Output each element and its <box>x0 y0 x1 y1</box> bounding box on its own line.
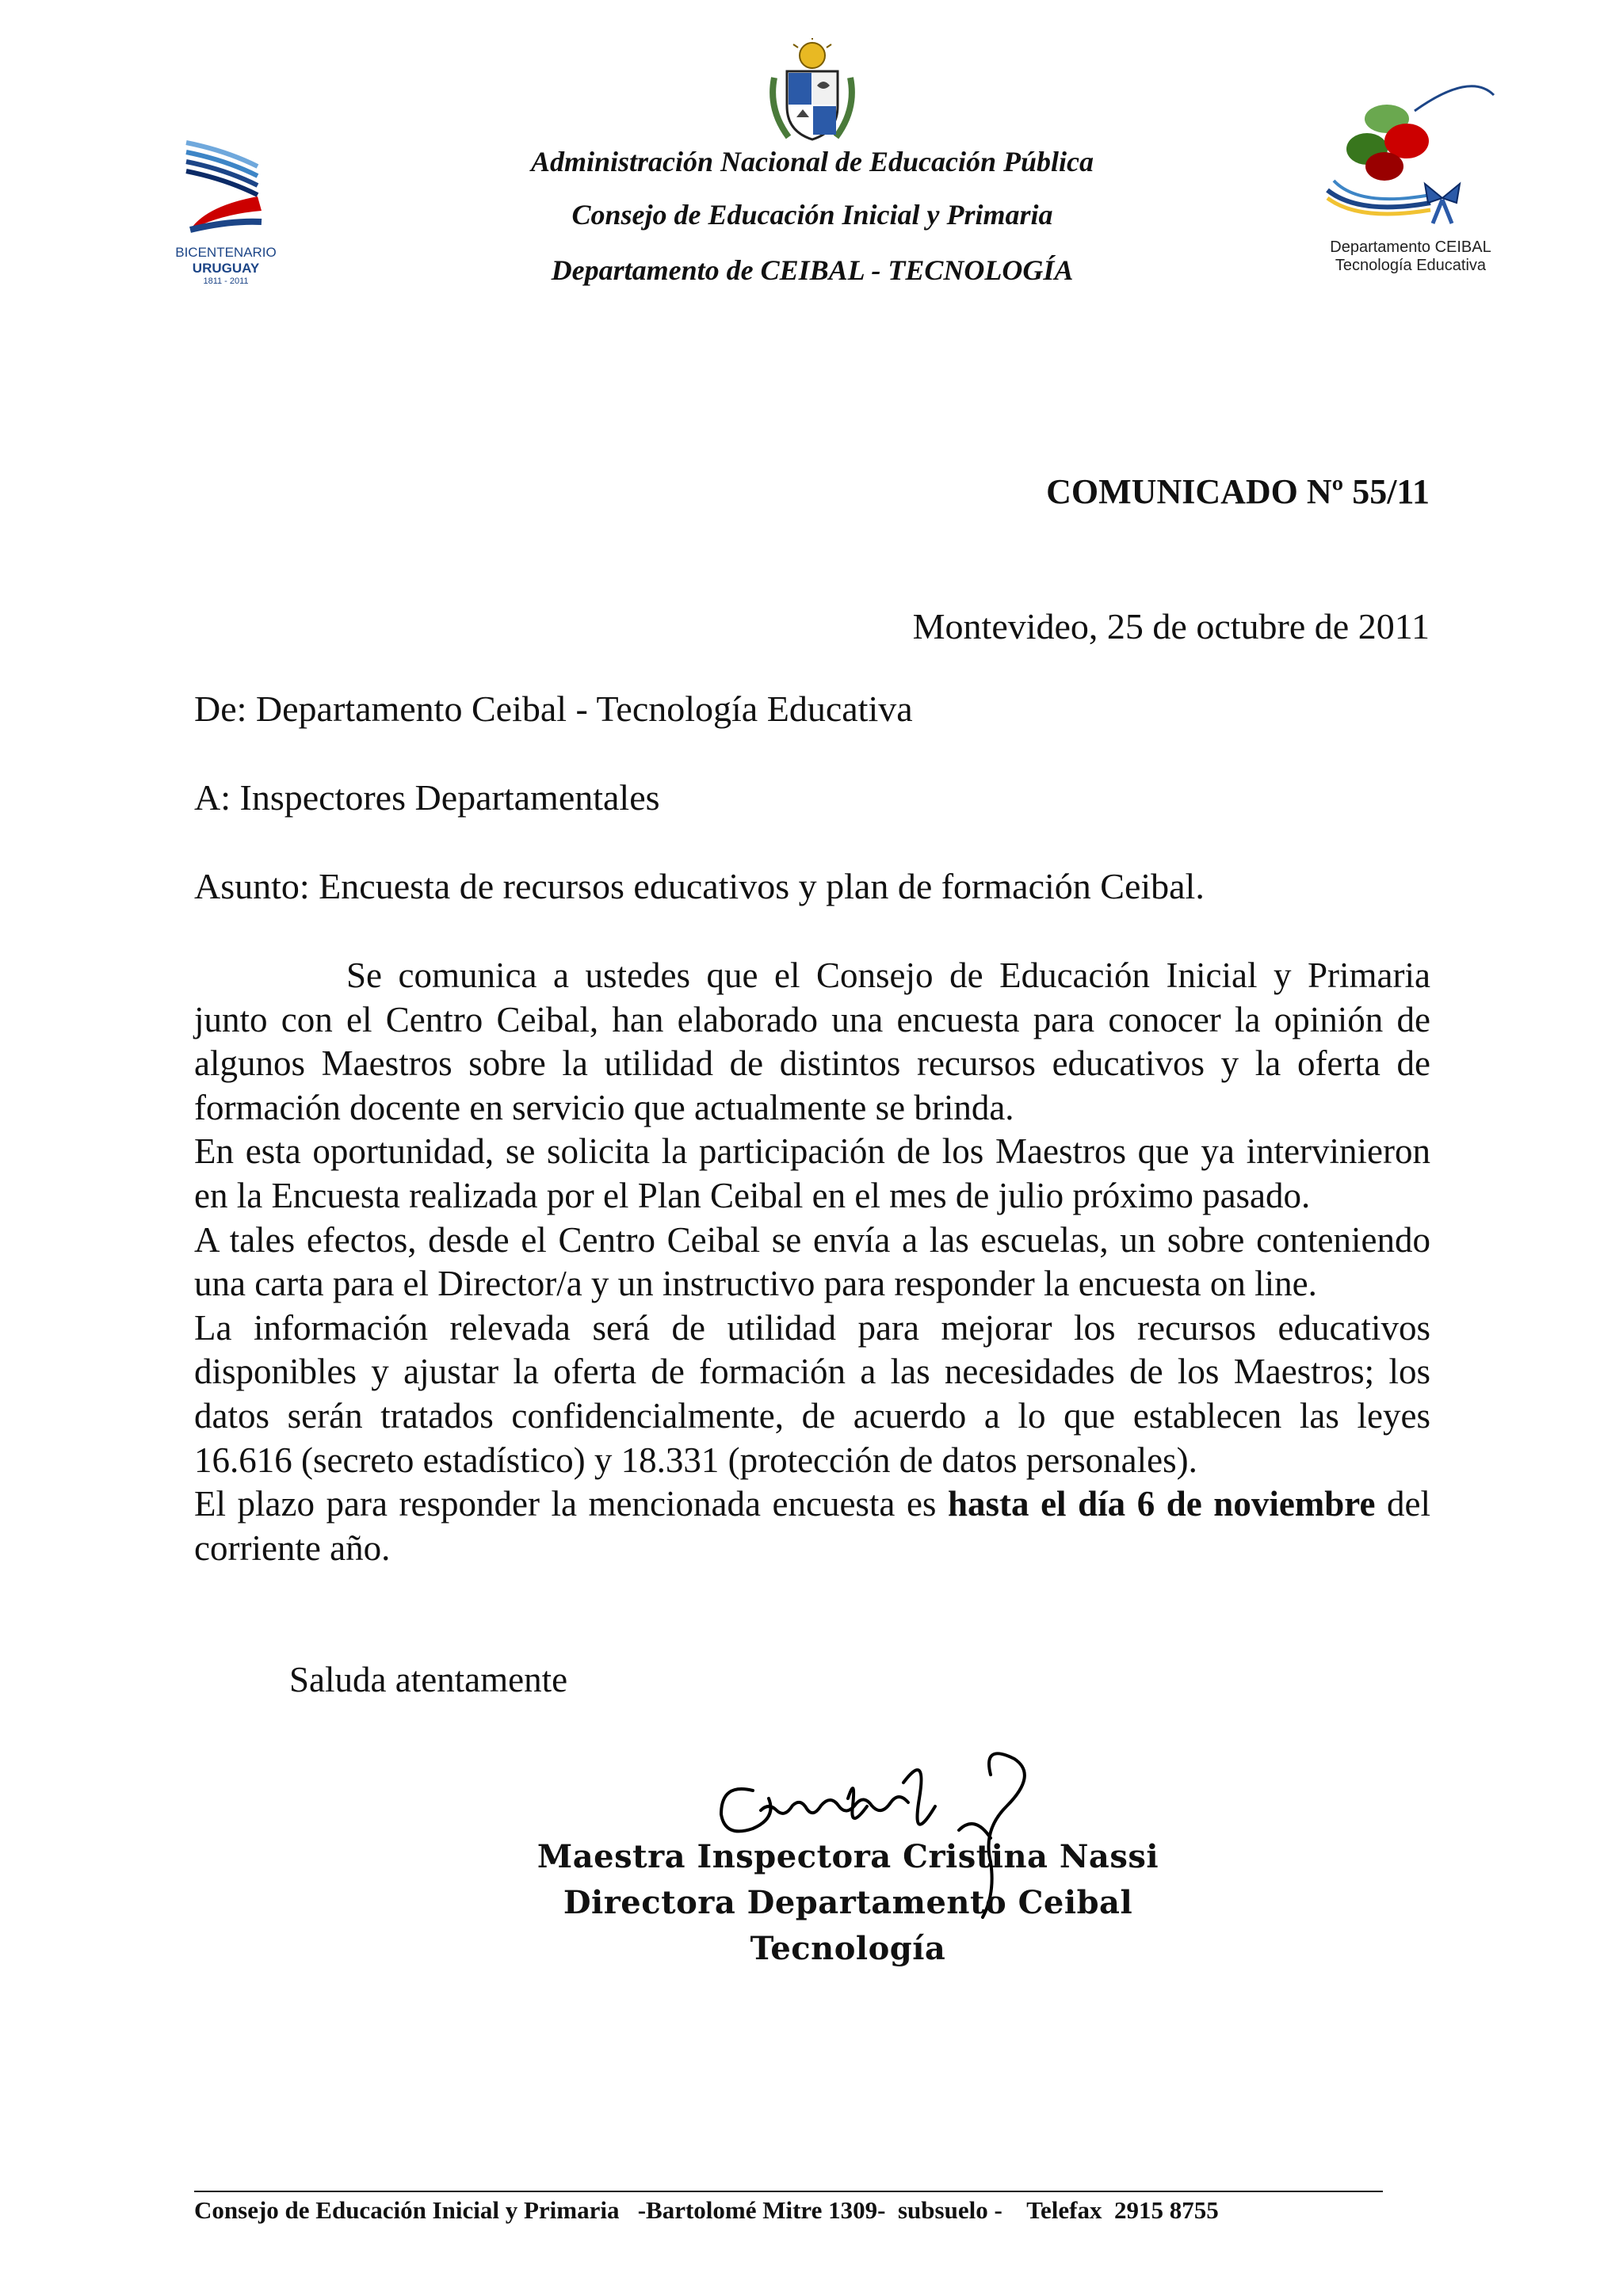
bicentenario-years: 1811 - 2011 <box>203 277 249 286</box>
coat-of-arms <box>765 38 860 149</box>
paragraph: La información relevada será de utilidad para mejorar los recursos educativos disponibles y ajustar la oferta de formación a las necesidades de los Maestros; los datos serán tratados confidencialmente, de acuerdo a lo que establecen las leyes 16.616 (secreto estadístico) y 18.331 (protección de datos personales). <box>194 1307 1430 1480</box>
paragraph: A tales efectos, desde el Centro Ceibal se envía a las escuelas, un sobre conteniendo una carta para el Director/a y un instructivo para responder la encuesta on line. <box>194 1219 1430 1304</box>
paragraph: Se comunica a ustedes que el Consejo de Educación Inicial y Primaria junto con el Centro Ceibal, han elaborado una encuesta para conocer la opinión de algunos Maestros sobre la utilidad de distintos recursos educativos y la oferta de formación docente en servicio que actualmente se brinda. <box>194 955 1430 1127</box>
ceibal-flower-icon <box>1312 79 1510 238</box>
to-line: A: Inspectores Departamentales <box>194 777 660 818</box>
bicentenario-country: URUGUAY <box>192 261 260 276</box>
signatory-name: Maestra Inspectora Cristina Nassi <box>537 1838 1159 1875</box>
signatory-block <box>491 1834 1205 1972</box>
closing: Saluda atentamente <box>289 1660 568 1699</box>
ceibal-logo-line2: Tecnología Educativa <box>1335 257 1487 274</box>
ceibal-logo-line1: Departamento CEIBAL <box>1330 238 1491 256</box>
deadline-date: hasta el día 6 de noviembre <box>948 1484 1376 1524</box>
signatory-title: Directora Departamento Ceibal Tecnología <box>563 1884 1133 1967</box>
header-department: Departamento de CEIBAL - TECNOLOGÍA <box>551 254 1074 286</box>
footer-divider <box>194 2191 1383 2192</box>
subject-line: Asunto: Encuesta de recursos educativos y plan de formación Ceibal. <box>194 866 1205 906</box>
deadline-prefix: El plazo para responder la mencionada encuesta es <box>194 1484 948 1524</box>
uruguay-coat-of-arms-icon <box>765 38 860 149</box>
ceibal-logo <box>1312 79 1510 293</box>
paragraph: En esta oportunidad, se solicita la participación de los Maestros que ya intervinieron en la Encuesta realizada por el Plan Ceibal en el mes de julio próximo pasado. <box>194 1131 1430 1215</box>
from-line: De: Departamento Ceibal - Tecnología Educativa <box>194 688 913 729</box>
footer-address: Consejo de Educación Inicial y Primaria -Bartolomé Mitre 1309- subsuelo - Telefax 2915 8755 <box>194 2196 1219 2224</box>
bicentenario-emblem-icon <box>158 135 293 246</box>
header-administration: Administración Nacional de Educación Pública <box>530 146 1094 177</box>
deadline-suffix: del corriente año. <box>194 1484 1430 1568</box>
document-date: Montevideo, 25 de octubre de 2011 <box>912 606 1430 646</box>
bicentenario-logo <box>158 135 293 293</box>
deadline-paragraph <box>194 1482 1430 1570</box>
bicentenario-name: BICENTENARIO <box>175 245 277 260</box>
letter-body <box>194 954 1430 1570</box>
header-council: Consejo de Educación Inicial y Primaria <box>571 199 1053 231</box>
document-title: COMUNICADO Nº 55/11 <box>1046 472 1430 511</box>
